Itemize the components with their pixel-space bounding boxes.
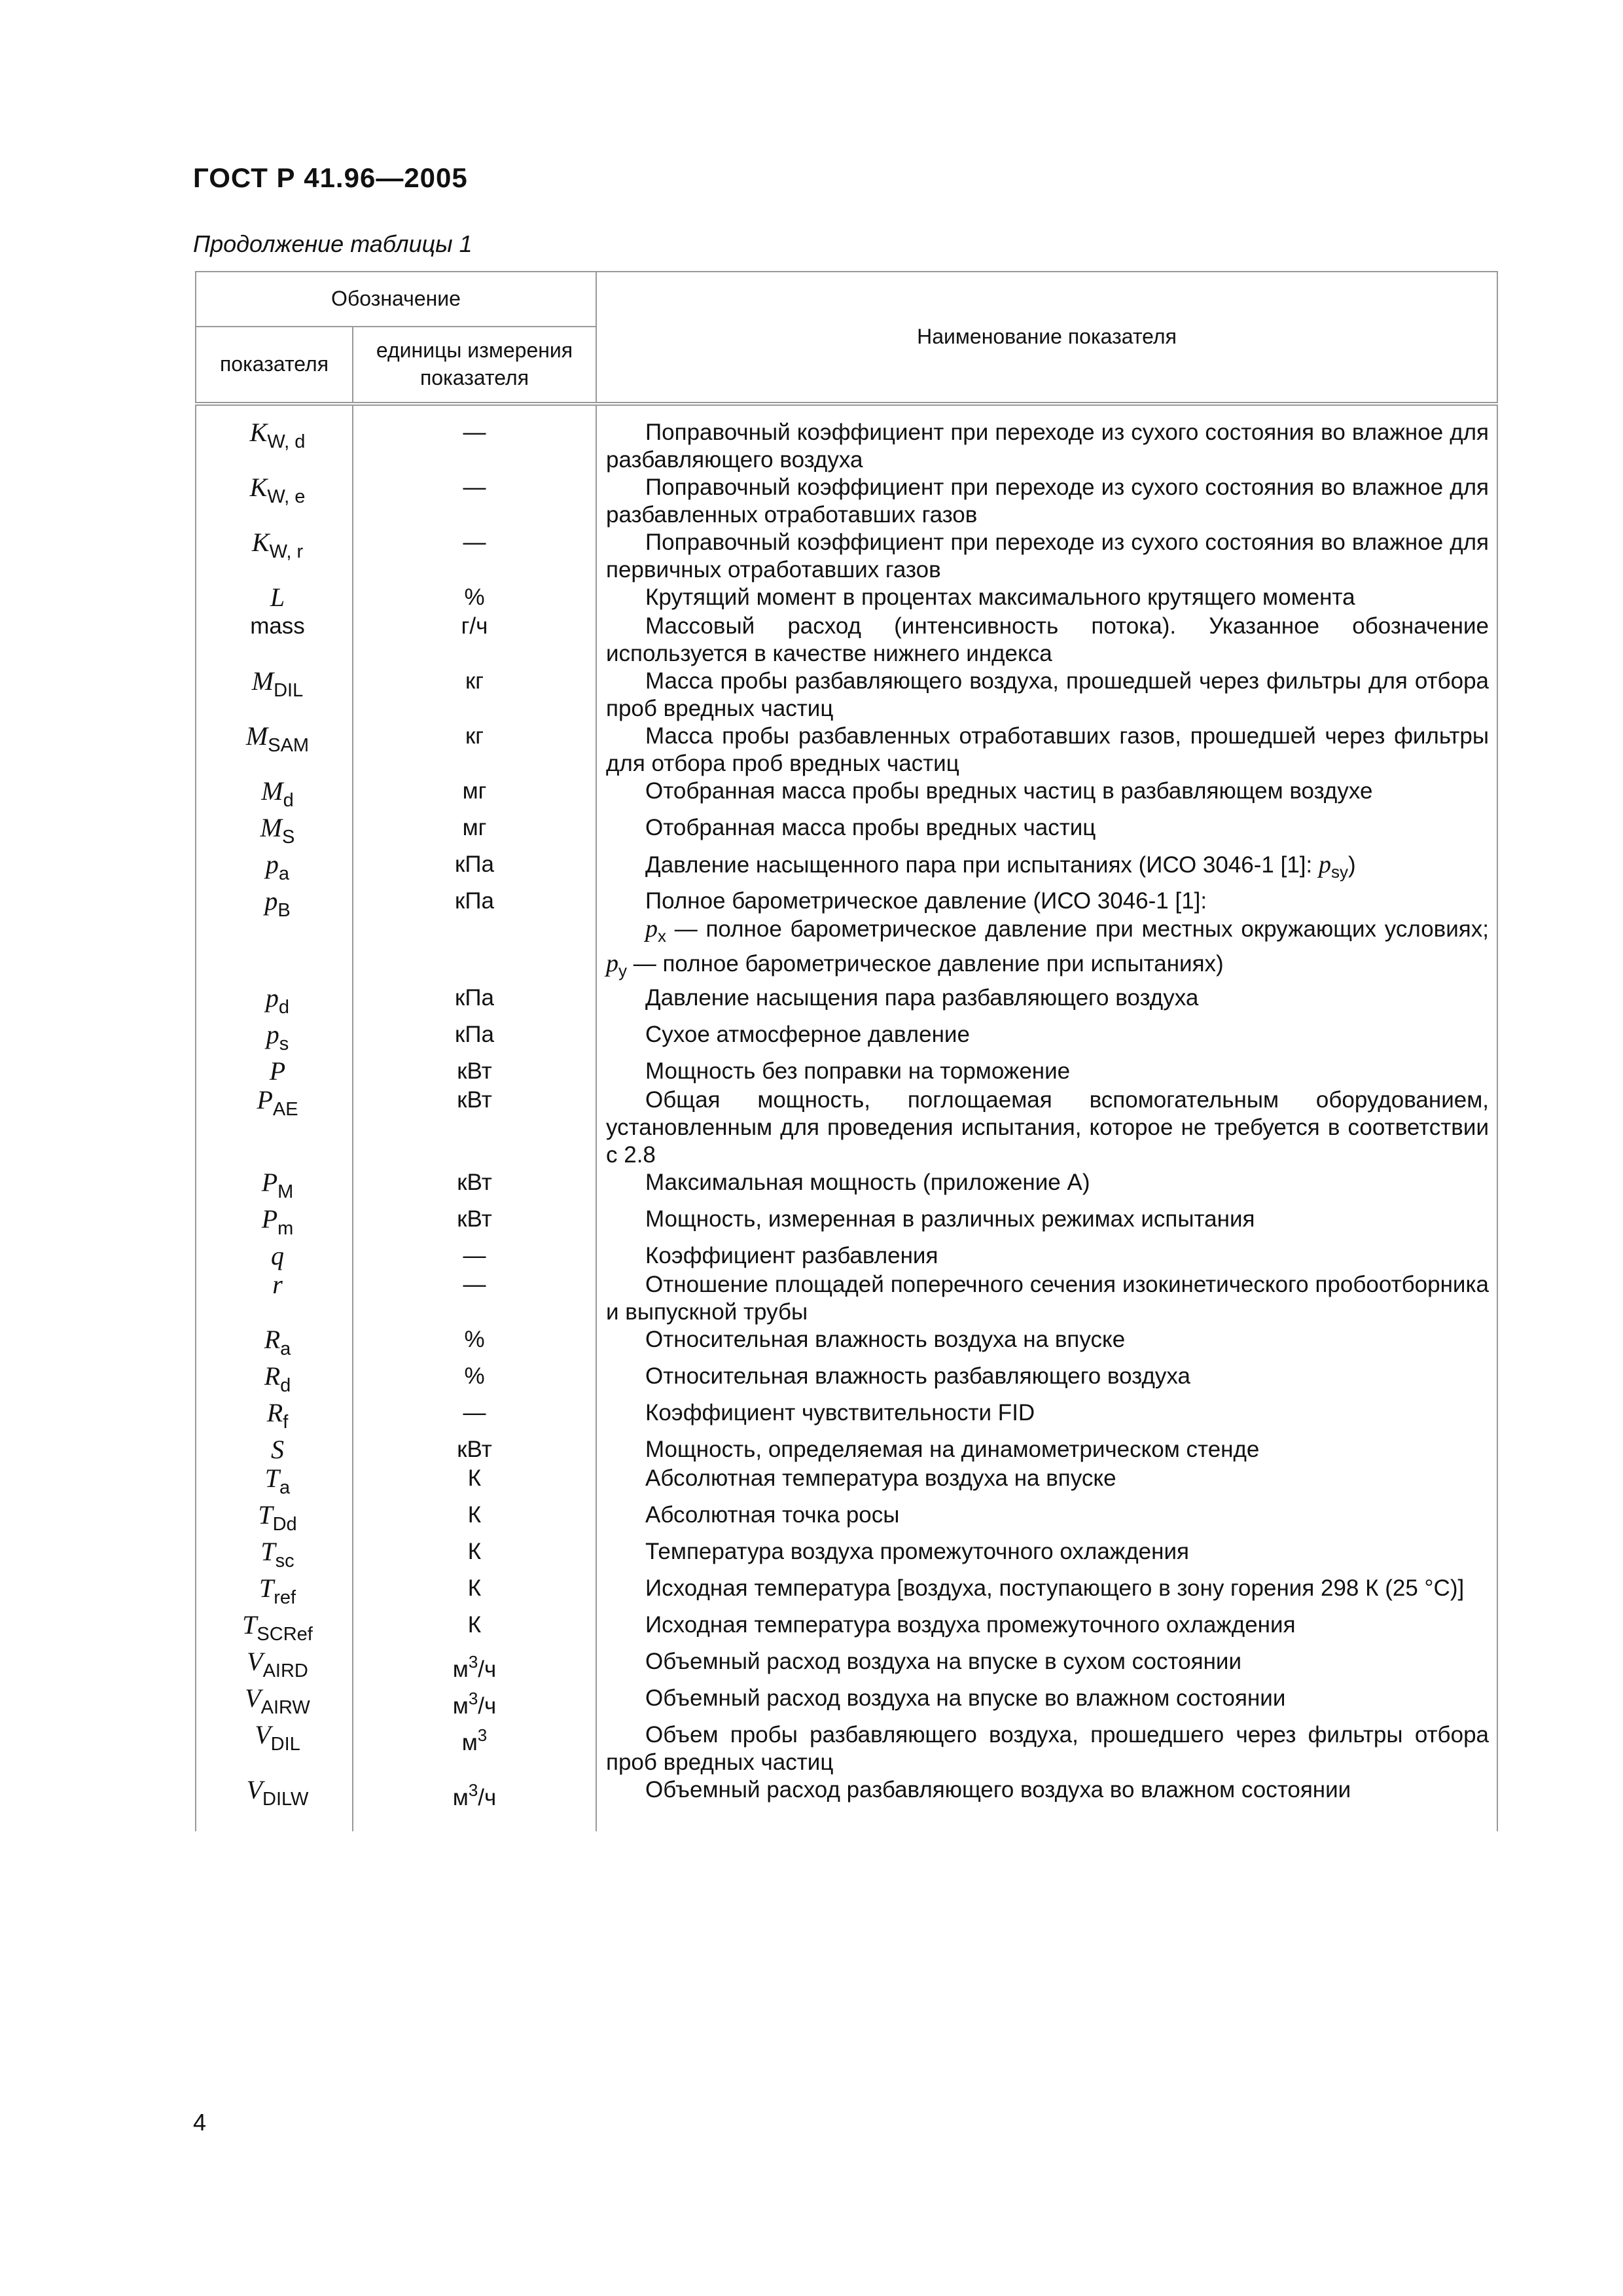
symbol-cell: $p_s$ (196, 1021, 353, 1058)
header-unit: единицы измерения показателя (353, 327, 596, 404)
table-row (196, 1501, 1497, 1538)
table-row (196, 888, 1497, 984)
description-cell: Объемный расход разбавляющего воздуха во влажном состоянии (596, 1776, 1497, 1831)
symbol-cell: S (196, 1436, 353, 1465)
unit-cell: $м^3/ч$ (353, 1685, 596, 1721)
description-cell: Масса пробы разбавляющего воздуха, прошедшей через фильтры для отбора проб вредных частиц (596, 668, 1497, 723)
table-row (196, 1575, 1497, 1611)
unit-cell: мг (353, 814, 596, 851)
symbol-cell: $T_{sc}$ (196, 1538, 353, 1575)
unit-cell: кПа (353, 851, 596, 888)
unit-cell: $м^3/ч$ (353, 1776, 596, 1831)
standard-title: ГОСТ Р 41.96—2005 (193, 162, 468, 193)
description-cell: Отобранная масса пробы вредных частиц в разбавляющем воздухе (596, 778, 1497, 814)
symbol-cell: $K_{W, d}$ (196, 404, 353, 474)
description-cell: Мощность, определяемая на динамометрическом стенде (596, 1436, 1497, 1465)
description-cell: Поправочный коэффициент при переходе из сухого состояния во влажное для разбавленных отработавших газов (596, 474, 1497, 529)
description-cell: Поправочный коэффициент при переходе из сухого состояния во влажное для первичных отработавших газов (596, 529, 1497, 584)
symbol-cell: $P_M$ (196, 1169, 353, 1206)
unit-cell: кВт (353, 1086, 596, 1169)
symbol-cell: $K_{W, e}$ (196, 474, 353, 529)
description-cell: Крутящий момент в процентах максимального крутящего момента (596, 584, 1497, 613)
symbols-table (195, 271, 1498, 1831)
unit-cell: К (353, 1465, 596, 1501)
table-row (196, 851, 1497, 888)
description-cell: Коэффициент разбавления (596, 1242, 1497, 1271)
table-row (196, 529, 1497, 584)
description-cell: Общая мощность, поглощаемая вспомогательным оборудованием, установленным для проведения испытания, которое не требуется в соответствии с 2.8 (596, 1086, 1497, 1169)
table-row (196, 778, 1497, 814)
table-row (196, 984, 1497, 1021)
table-row (196, 1058, 1497, 1086)
description-cell: Давление насыщенного пара при испытаниях (ИСО 3046-1 [1]: $p_{sy}$) (596, 851, 1497, 888)
table-row (196, 404, 1497, 474)
symbol-cell: $T_{SCRef}$ (196, 1611, 353, 1648)
table-row (196, 1326, 1497, 1363)
symbol-cell: $V_{DIL}$ (196, 1721, 353, 1776)
symbol-cell: $P_{AE}$ (196, 1086, 353, 1169)
symbol-cell: $T_a$ (196, 1465, 353, 1501)
unit-cell: — (353, 1271, 596, 1326)
description-cell: Объемный расход воздуха на впуске во влажном состоянии (596, 1685, 1497, 1721)
description-cell: Исходная температура [воздуха, поступающего в зону горения 298 К (25 °С)] (596, 1575, 1497, 1611)
description-cell: Относительная влажность разбавляющего воздуха (596, 1363, 1497, 1399)
unit-cell: % (353, 1363, 596, 1399)
header-name: Наименование показателя (596, 272, 1497, 404)
description-cell: Объем пробы разбавляющего воздуха, прошедшего через фильтры отбора проб вредных частиц (596, 1721, 1497, 1776)
symbol-cell: $T_{Dd}$ (196, 1501, 353, 1538)
table-row (196, 1648, 1497, 1685)
symbol-cell: L (196, 584, 353, 613)
table-row (196, 1271, 1497, 1326)
symbol-cell: r (196, 1271, 353, 1326)
symbol-cell: $p_B$ (196, 888, 353, 984)
table-caption: Продолжение таблицы 1 (193, 230, 473, 257)
table-row (196, 723, 1497, 778)
description-cell: Мощность без поправки на торможение (596, 1058, 1497, 1086)
table-row (196, 1776, 1497, 1831)
symbol-cell: $p_d$ (196, 984, 353, 1021)
table-row (196, 474, 1497, 529)
unit-cell: % (353, 584, 596, 613)
description-cell: Температура воздуха промежуточного охлаждения (596, 1538, 1497, 1575)
table-row (196, 584, 1497, 613)
table-row (196, 1242, 1497, 1271)
symbol-cell: $V_{AIRD}$ (196, 1648, 353, 1685)
unit-cell: $м^3$ (353, 1721, 596, 1776)
unit-cell: кПа (353, 1021, 596, 1058)
description-cell: Отобранная масса пробы вредных частиц (596, 814, 1497, 851)
unit-cell: кВт (353, 1058, 596, 1086)
symbol-cell: $M_{SAM}$ (196, 723, 353, 778)
unit-cell: кВт (353, 1436, 596, 1465)
description-cell: Исходная температура воздуха промежуточного охлаждения (596, 1611, 1497, 1648)
description-cell: Массовый расход (интенсивность потока). Указанное обозначение используется в качестве нижнего индекса (596, 613, 1497, 668)
table-row (196, 668, 1497, 723)
symbol-cell: $R_a$ (196, 1326, 353, 1363)
symbol-cell: P (196, 1058, 353, 1086)
table-row (196, 1086, 1497, 1169)
unit-cell: кПа (353, 984, 596, 1021)
unit-cell: % (353, 1326, 596, 1363)
unit-cell: — (353, 404, 596, 474)
unit-cell: г/ч (353, 613, 596, 668)
symbol-cell: $P_m$ (196, 1206, 353, 1242)
description-cell: Сухое атмосферное давление (596, 1021, 1497, 1058)
symbol-cell: $M_S$ (196, 814, 353, 851)
description-cell: Масса пробы разбавленных отработавших газов, прошедшей через фильтры для отбора проб вредных частиц (596, 723, 1497, 778)
symbol-cell: $T_{ref}$ (196, 1575, 353, 1611)
symbol-cell: $R_d$ (196, 1363, 353, 1399)
description-cell: Абсолютная температура воздуха на впуске (596, 1465, 1497, 1501)
table-row (196, 1611, 1497, 1648)
description-cell: Полное барометрическое давление (ИСО 3046-1 [1]: $p_x$ — полное барометрическое давление при местных окружающих условиях; $p_y$ — полное барометрическое давление при испытаниях) (596, 888, 1497, 984)
table-row (196, 1206, 1497, 1242)
unit-cell: — (353, 1242, 596, 1271)
unit-cell: — (353, 474, 596, 529)
symbol-cell: $p_a$ (196, 851, 353, 888)
table-row (196, 613, 1497, 668)
unit-cell: кг (353, 668, 596, 723)
table-row (196, 1169, 1497, 1206)
unit-cell: К (353, 1611, 596, 1648)
symbol-cell: $K_{W, r}$ (196, 529, 353, 584)
description-cell: Поправочный коэффициент при переходе из сухого состояния во влажное для разбавляющего воздуха (596, 404, 1497, 474)
description-cell: Абсолютная точка росы (596, 1501, 1497, 1538)
table-row (196, 1721, 1497, 1776)
description-cell: Мощность, измеренная в различных режимах испытания (596, 1206, 1497, 1242)
symbol-cell: $V_{AIRW}$ (196, 1685, 353, 1721)
unit-cell: К (353, 1575, 596, 1611)
symbol-cell: $R_f$ (196, 1399, 353, 1436)
unit-cell: кПа (353, 888, 596, 984)
description-cell: Относительная влажность воздуха на впуске (596, 1326, 1497, 1363)
unit-cell: — (353, 529, 596, 584)
symbol-cell: $V_{DILW}$ (196, 1776, 353, 1831)
unit-cell: К (353, 1538, 596, 1575)
unit-cell: $м^3/ч$ (353, 1648, 596, 1685)
header-indicator: показателя (196, 327, 353, 404)
description-cell: Давление насыщения пара разбавляющего воздуха (596, 984, 1497, 1021)
unit-cell: К (353, 1501, 596, 1538)
header-designation: Обозначение (196, 272, 596, 327)
table-row (196, 814, 1497, 851)
table-row (196, 1436, 1497, 1465)
unit-cell: мг (353, 778, 596, 814)
symbol-cell: q (196, 1242, 353, 1271)
unit-cell: кВт (353, 1206, 596, 1242)
description-cell: Максимальная мощность (приложение А) (596, 1169, 1497, 1206)
symbol-cell: $M_d$ (196, 778, 353, 814)
symbol-cell: $M_{DIL}$ (196, 668, 353, 723)
description-cell: Отношение площадей поперечного сечения изокинетического пробоотборника и выпускной трубы (596, 1271, 1497, 1326)
table-row (196, 1465, 1497, 1501)
unit-cell: кВт (353, 1169, 596, 1206)
table-row (196, 1021, 1497, 1058)
table-row (196, 1363, 1497, 1399)
unit-cell: — (353, 1399, 596, 1436)
table-row (196, 1685, 1497, 1721)
symbol-cell: mass (196, 613, 353, 668)
page-number: 4 (193, 2109, 207, 2136)
description-cell: Объемный расход воздуха на впуске в сухом состоянии (596, 1648, 1497, 1685)
table-row (196, 1538, 1497, 1575)
description-cell: Коэффициент чувствительности FID (596, 1399, 1497, 1436)
table-row (196, 1399, 1497, 1436)
unit-cell: кг (353, 723, 596, 778)
